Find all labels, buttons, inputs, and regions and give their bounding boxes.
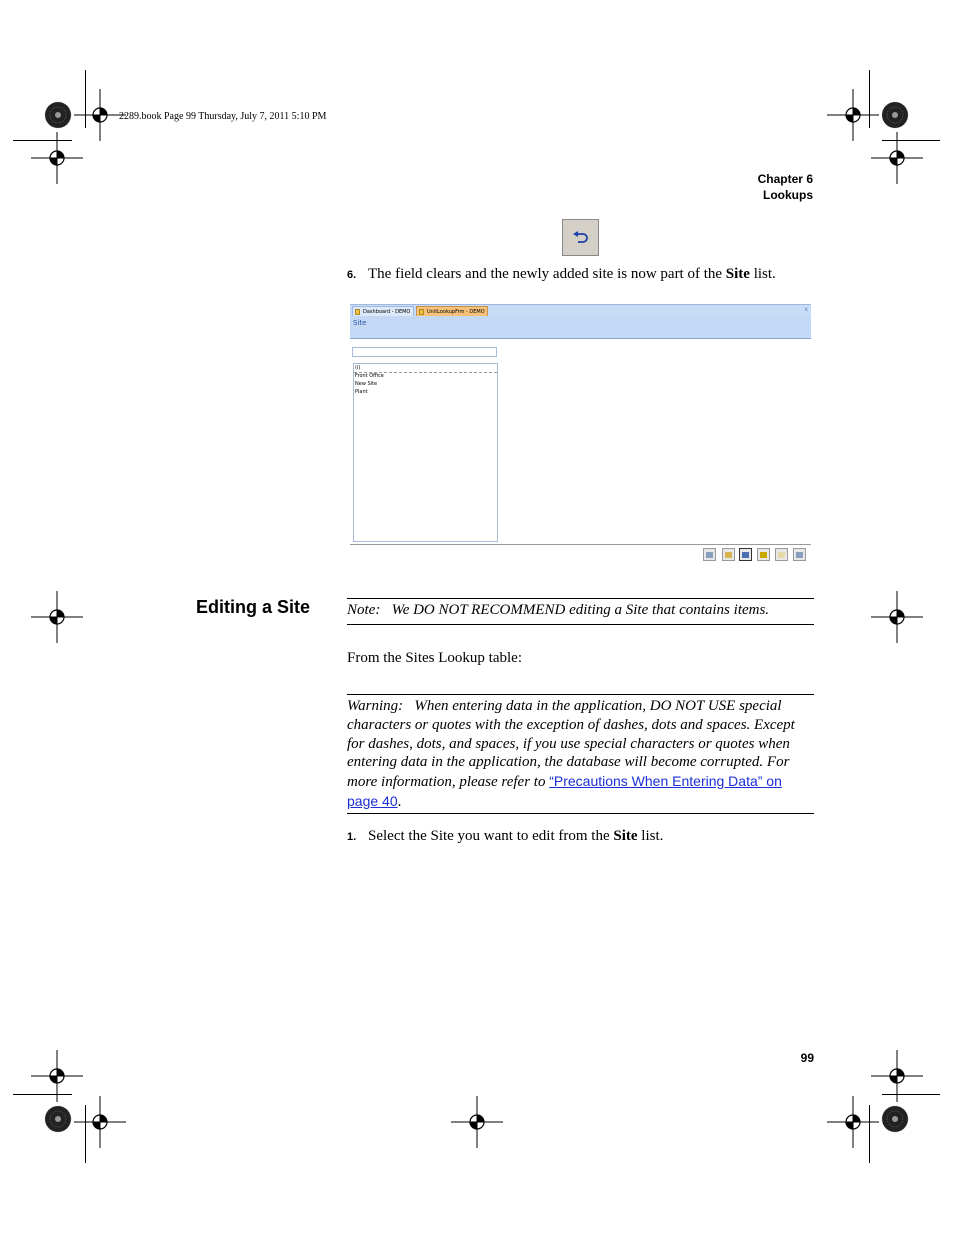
- list-item: Plant: [355, 389, 368, 395]
- undo-button-illustration: [562, 219, 599, 256]
- warning-text: When entering data in the application, DO NOT USE special characters or quotes with the exception of dashes, dots and spaces. Except for dashes, dots, and spaces, if you use special characters or quotes when entering data in the application, the database will become corrupted. For more information, please refer to: [347, 698, 795, 791]
- save-icon: [739, 548, 752, 561]
- screenshot-site-list: [353, 363, 498, 542]
- list-item: Front Office: [355, 373, 384, 379]
- running-head: [758, 171, 813, 203]
- note-box: [347, 601, 814, 619]
- section-heading: Editing a Site: [196, 597, 311, 617]
- note-bottom-rule: [347, 624, 814, 625]
- intro-paragraph: From the Sites Lookup table:: [347, 650, 522, 666]
- new-record-icon: [703, 548, 716, 561]
- note-text: We DO NOT RECOMMEND editing a Site that contains items.: [391, 602, 770, 618]
- step-text-before: Select the Site you want to edit from the: [368, 828, 614, 844]
- print-header-line: 2289.book Page 99 Thursday, July 7, 2011 5:10 PM: [119, 111, 327, 122]
- screenshot-site-input: [352, 347, 497, 357]
- note-label: Note:: [347, 602, 381, 618]
- warning-label: Warning:: [347, 698, 404, 714]
- step-text-after: list.: [637, 828, 664, 844]
- edit-icon: [722, 548, 735, 561]
- delete-icon: [757, 548, 770, 561]
- running-head-chapter: Chapter 6: [757, 172, 813, 186]
- step-text-after: list.: [749, 266, 776, 282]
- list-item: New Site: [355, 381, 378, 387]
- undo-arrow-icon: [572, 231, 590, 245]
- note-top-rule: [347, 598, 814, 599]
- step-number: 6.: [347, 269, 357, 281]
- tab-folder-icon: [419, 309, 424, 315]
- screenshot-toolbar: [350, 544, 811, 565]
- page-number: 99: [800, 1051, 814, 1065]
- warning-box: [347, 697, 814, 812]
- screenshot-close-icon: x: [804, 306, 808, 313]
- step-number: 1.: [347, 831, 357, 843]
- precautions-link[interactable]: “Precautions When Entering Data” on page 40: [347, 773, 782, 809]
- step-6: [347, 264, 776, 285]
- step-1: [347, 826, 663, 847]
- step-text-before: The field clears and the newly added site is now part of the: [368, 266, 726, 282]
- undo-icon: [775, 548, 788, 561]
- tab-label: UnitLookupFrm - DEMO: [427, 309, 485, 315]
- warning-end: .: [397, 793, 402, 810]
- screenshot-form-title: Site: [353, 319, 367, 327]
- step-bold-term: Site: [725, 266, 750, 282]
- list-item: (i): [355, 365, 361, 371]
- screenshot-form-header: [350, 316, 811, 339]
- warning-top-rule: [347, 694, 814, 695]
- running-head-title: Lookups: [763, 188, 813, 202]
- warning-bottom-rule: [347, 813, 814, 814]
- exit-icon: [793, 548, 806, 561]
- tab-label: Dashboard - DEMO: [363, 309, 411, 315]
- tab-folder-icon: [355, 309, 360, 315]
- site-lookup-screenshot: [350, 304, 811, 564]
- step-bold-term: Site: [613, 828, 638, 844]
